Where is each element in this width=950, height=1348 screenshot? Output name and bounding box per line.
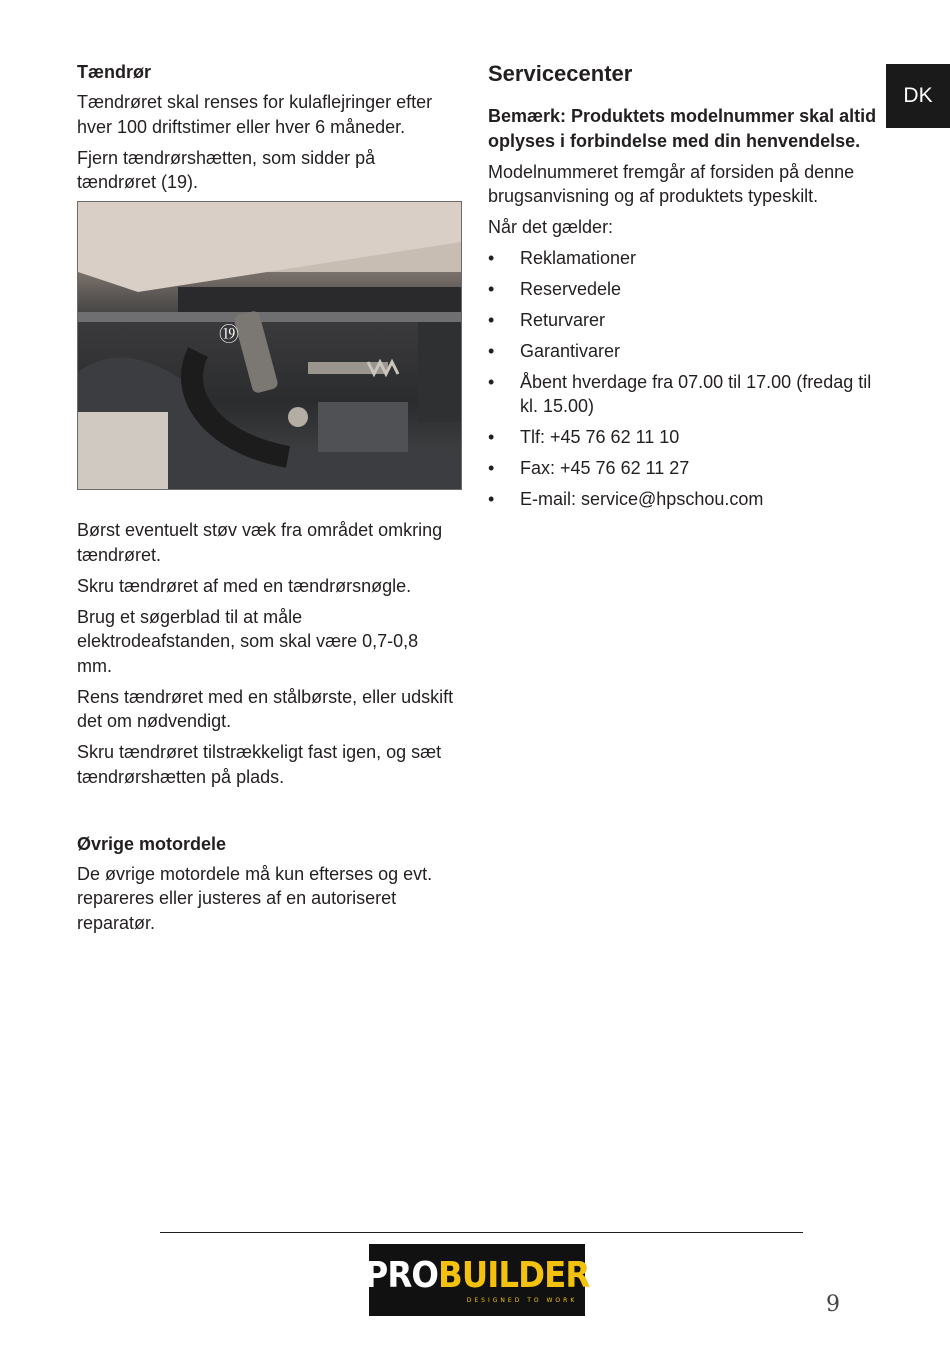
list-item: • Returvarer [488,310,606,330]
other-engine-parts-heading: Øvrige motordele [77,833,227,854]
spark-plug-step-4: Rens tændrøret med en stålbørste, eller udskift det om nødvendigt. [77,686,454,731]
list-item: • Garantivarer [488,341,621,361]
model-number-paragraph: Modelnummeret fremgår af forsiden på denne brugsanvisning og af produktets typeskilt. [488,161,855,206]
model-number-note: Bemærk: Produktets modelnummer skal altid oplyses i forbindelse med din henvendelse. [488,106,877,151]
engine-illustration [78,202,461,489]
probuilder-logo [364,1244,590,1316]
bullet-icon: • [488,341,495,361]
spark-plug-paragraph-1: Tændrøret skal renses for kulaflejringer efter hver 100 driftstimer eller hver 6 måneder. [77,92,433,137]
list-item: • Tlf: +45 76 62 11 10 [488,427,680,447]
logo-pro-text: PRO [364,1255,439,1296]
bullet-icon: • [488,279,495,299]
language-tab: DK [886,64,950,128]
spark-plug-step-2: Skru tændrøret af med en tændrørsnøgle. [77,575,412,596]
list-item: • Reservedele [488,279,622,299]
service-center-heading: Servicecenter [488,61,633,86]
footer-divider [160,1232,803,1233]
spark-plug-step-5: Skru tændrøret tilstrækkeligt fast igen, og sæt tændrørshætten på plads. [77,742,442,787]
list-item: • Åbent hverdage fra 07.00 til 17.00 (fredag til kl. 15.00) [488,372,872,416]
bullet-icon: • [488,489,495,509]
page-number: 9 [826,1292,840,1317]
contact-list [488,246,883,511]
bullet-icon: • [488,248,495,268]
bullet-icon: • [488,427,495,447]
bullet-icon: • [488,310,495,330]
right-column [488,60,883,518]
bullet-icon: • [488,458,495,478]
logo-builder-text: BUILDER [438,1255,590,1296]
spark-plug-step-3: Brug et søgerblad til at måle elektrodeafstanden, som skal være 0,7-0,8 mm. [77,606,419,676]
spark-plug-paragraph-2: Fjern tændrørshætten, som sidder på tændrøret (19). [77,147,376,192]
list-item: • Reklamationer [488,248,637,268]
other-engine-parts-paragraph: De øvrige motordele må kun efterses og evt. repareres eller justeres af en autoriseret reparatør. [77,863,433,933]
list-item: • Fax: +45 76 62 11 27 [488,458,690,478]
callout-19: ⑲ [219,324,239,346]
list-item: • E-mail: service@hpschou.com [488,489,764,509]
left-column [77,60,457,942]
bullet-icon: • [488,372,495,392]
spark-plug-heading: Tændrør [77,62,151,82]
logo-tagline: DESIGNED TO WORK [466,1297,578,1304]
contact-intro: Når det gælder: [488,217,614,237]
spark-plug-step-1: Børst eventuelt støv væk fra området omkring tændrøret. [77,520,443,565]
spark-plug-photo [77,201,462,490]
